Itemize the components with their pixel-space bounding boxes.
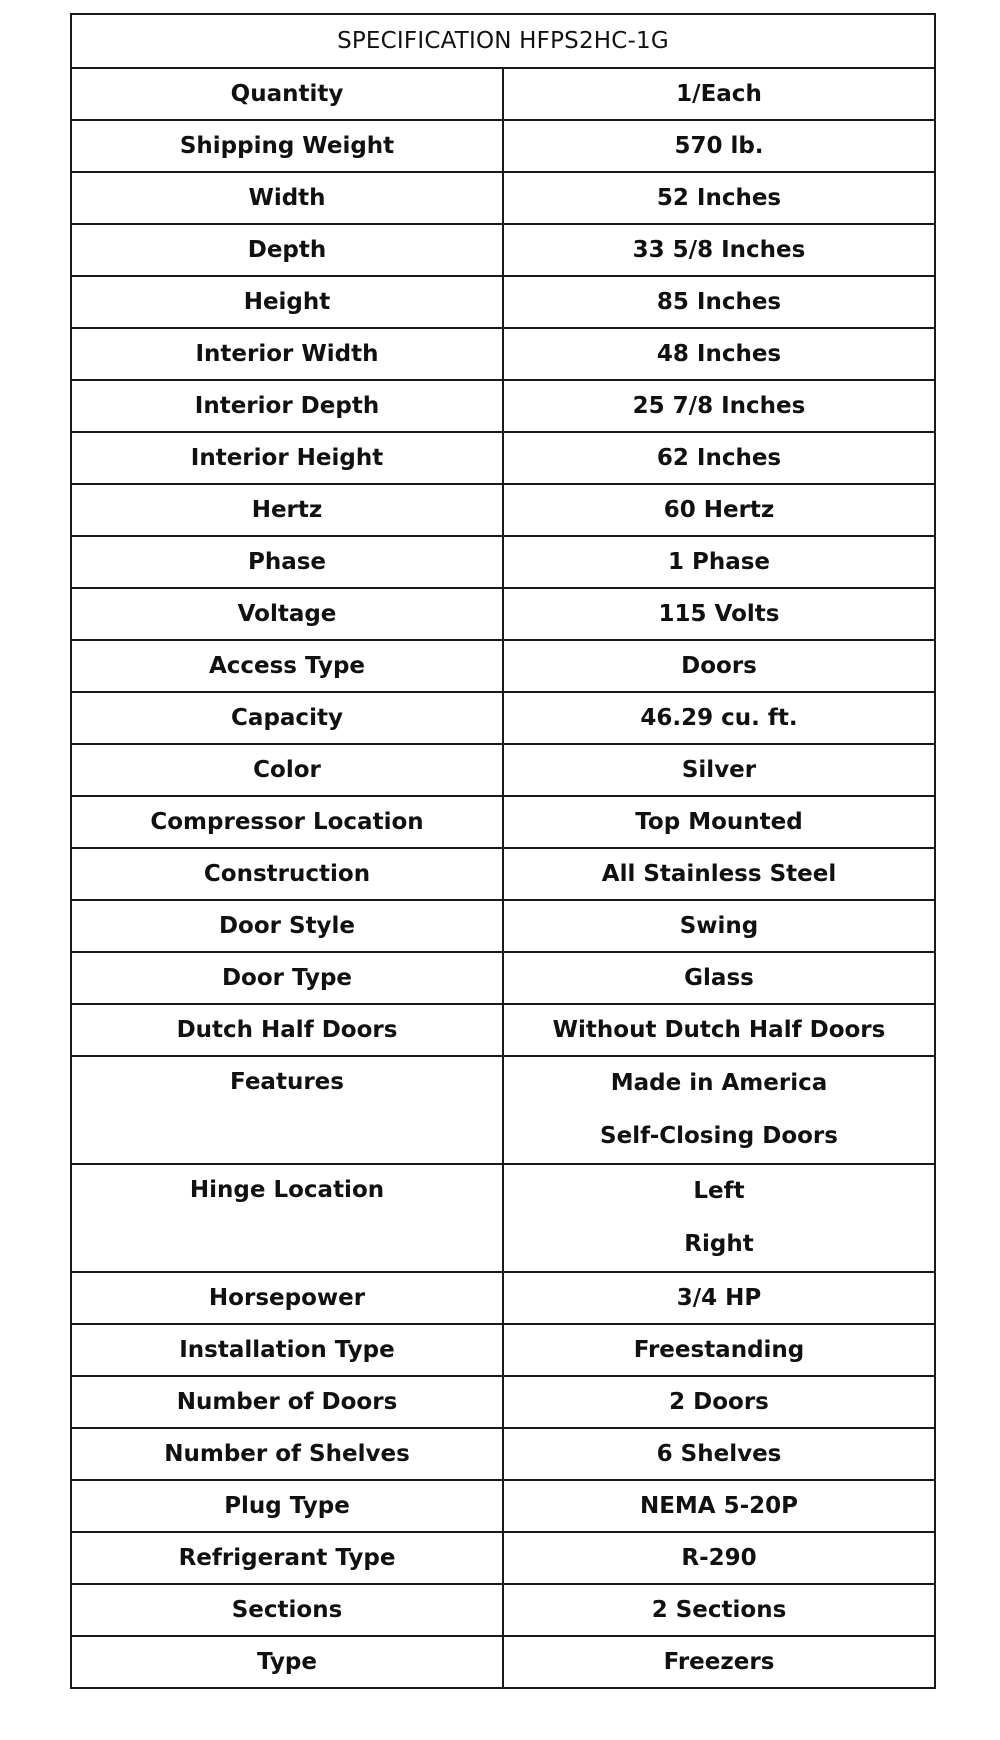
spec-label: Dutch Half Doors — [71, 1004, 503, 1056]
spec-value: Freestanding — [503, 1324, 935, 1376]
table-row — [71, 952, 935, 1004]
spec-label: Width — [71, 172, 503, 224]
spec-label: Door Type — [71, 952, 503, 1004]
specification-table-body — [71, 14, 935, 1688]
table-row — [71, 484, 935, 536]
spec-label: Interior Width — [71, 328, 503, 380]
spec-label: Features — [71, 1056, 503, 1164]
table-row — [71, 224, 935, 276]
table-row — [71, 276, 935, 328]
spec-values — [503, 1164, 935, 1272]
spec-label: Compressor Location — [71, 796, 503, 848]
table-row — [71, 120, 935, 172]
spec-label: Interior Height — [71, 432, 503, 484]
spec-value-line: Made in America — [610, 1070, 828, 1096]
table-row — [71, 640, 935, 692]
table-row — [71, 900, 935, 952]
table-row — [71, 1376, 935, 1428]
table-title: SPECIFICATION HFPS2HC-1G — [71, 14, 935, 68]
spec-label: Capacity — [71, 692, 503, 744]
spec-value: 62 Inches — [503, 432, 935, 484]
spec-label: Sections — [71, 1584, 503, 1636]
spec-value: 48 Inches — [503, 328, 935, 380]
spec-label: Height — [71, 276, 503, 328]
spec-label: Voltage — [71, 588, 503, 640]
spec-value: 33 5/8 Inches — [503, 224, 935, 276]
spec-label: Hinge Location — [71, 1164, 503, 1272]
spec-value: All Stainless Steel — [503, 848, 935, 900]
spec-value: 3/4 HP — [503, 1272, 935, 1324]
spec-label: Number of Shelves — [71, 1428, 503, 1480]
spec-value: 2 Sections — [503, 1584, 935, 1636]
spec-label: Refrigerant Type — [71, 1532, 503, 1584]
spec-value: 115 Volts — [503, 588, 935, 640]
spec-label: Phase — [71, 536, 503, 588]
spec-label: Plug Type — [71, 1480, 503, 1532]
table-row — [71, 1004, 935, 1056]
spec-label: Access Type — [71, 640, 503, 692]
spec-value: Swing — [503, 900, 935, 952]
spec-label: Hertz — [71, 484, 503, 536]
spec-value: 2 Doors — [503, 1376, 935, 1428]
spec-value: NEMA 5-20P — [503, 1480, 935, 1532]
table-row — [71, 1636, 935, 1688]
spec-value: Silver — [503, 744, 935, 796]
table-row — [71, 588, 935, 640]
spec-value: 46.29 cu. ft. — [503, 692, 935, 744]
table-row — [71, 328, 935, 380]
spec-value: Freezers — [503, 1636, 935, 1688]
table-row — [71, 380, 935, 432]
spec-values — [503, 1056, 935, 1164]
spec-value: 1/Each — [503, 68, 935, 120]
spec-value: R-290 — [503, 1532, 935, 1584]
table-row — [71, 1164, 935, 1272]
table-row — [71, 1584, 935, 1636]
spec-label: Shipping Weight — [71, 120, 503, 172]
spec-label: Type — [71, 1636, 503, 1688]
spec-value-line: Left — [693, 1178, 745, 1204]
table-title-row — [71, 14, 935, 68]
table-row — [71, 1480, 935, 1532]
spec-value: Doors — [503, 640, 935, 692]
table-row — [71, 1324, 935, 1376]
spec-value-line: Self-Closing Doors — [600, 1123, 838, 1149]
spec-value: 52 Inches — [503, 172, 935, 224]
spec-label: Installation Type — [71, 1324, 503, 1376]
spec-label: Number of Doors — [71, 1376, 503, 1428]
table-row — [71, 68, 935, 120]
spec-label: Depth — [71, 224, 503, 276]
table-row — [71, 1272, 935, 1324]
spec-value: Without Dutch Half Doors — [503, 1004, 935, 1056]
spec-value: 85 Inches — [503, 276, 935, 328]
table-row — [71, 1428, 935, 1480]
table-row — [71, 536, 935, 588]
table-row — [71, 796, 935, 848]
spec-value-line: Right — [684, 1231, 754, 1257]
spec-label: Door Style — [71, 900, 503, 952]
specification-table — [70, 13, 936, 1689]
spec-value: 25 7/8 Inches — [503, 380, 935, 432]
table-row — [71, 1532, 935, 1584]
table-row — [71, 432, 935, 484]
spec-value: 1 Phase — [503, 536, 935, 588]
spec-value: 60 Hertz — [503, 484, 935, 536]
table-row — [71, 1056, 935, 1164]
spec-label: Horsepower — [71, 1272, 503, 1324]
spec-value: 6 Shelves — [503, 1428, 935, 1480]
table-row — [71, 172, 935, 224]
spec-value: Top Mounted — [503, 796, 935, 848]
table-row — [71, 692, 935, 744]
spec-label: Quantity — [71, 68, 503, 120]
spec-label: Construction — [71, 848, 503, 900]
spec-label: Interior Depth — [71, 380, 503, 432]
table-row — [71, 744, 935, 796]
spec-value: Glass — [503, 952, 935, 1004]
spec-label: Color — [71, 744, 503, 796]
table-row — [71, 848, 935, 900]
spec-value: 570 lb. — [503, 120, 935, 172]
